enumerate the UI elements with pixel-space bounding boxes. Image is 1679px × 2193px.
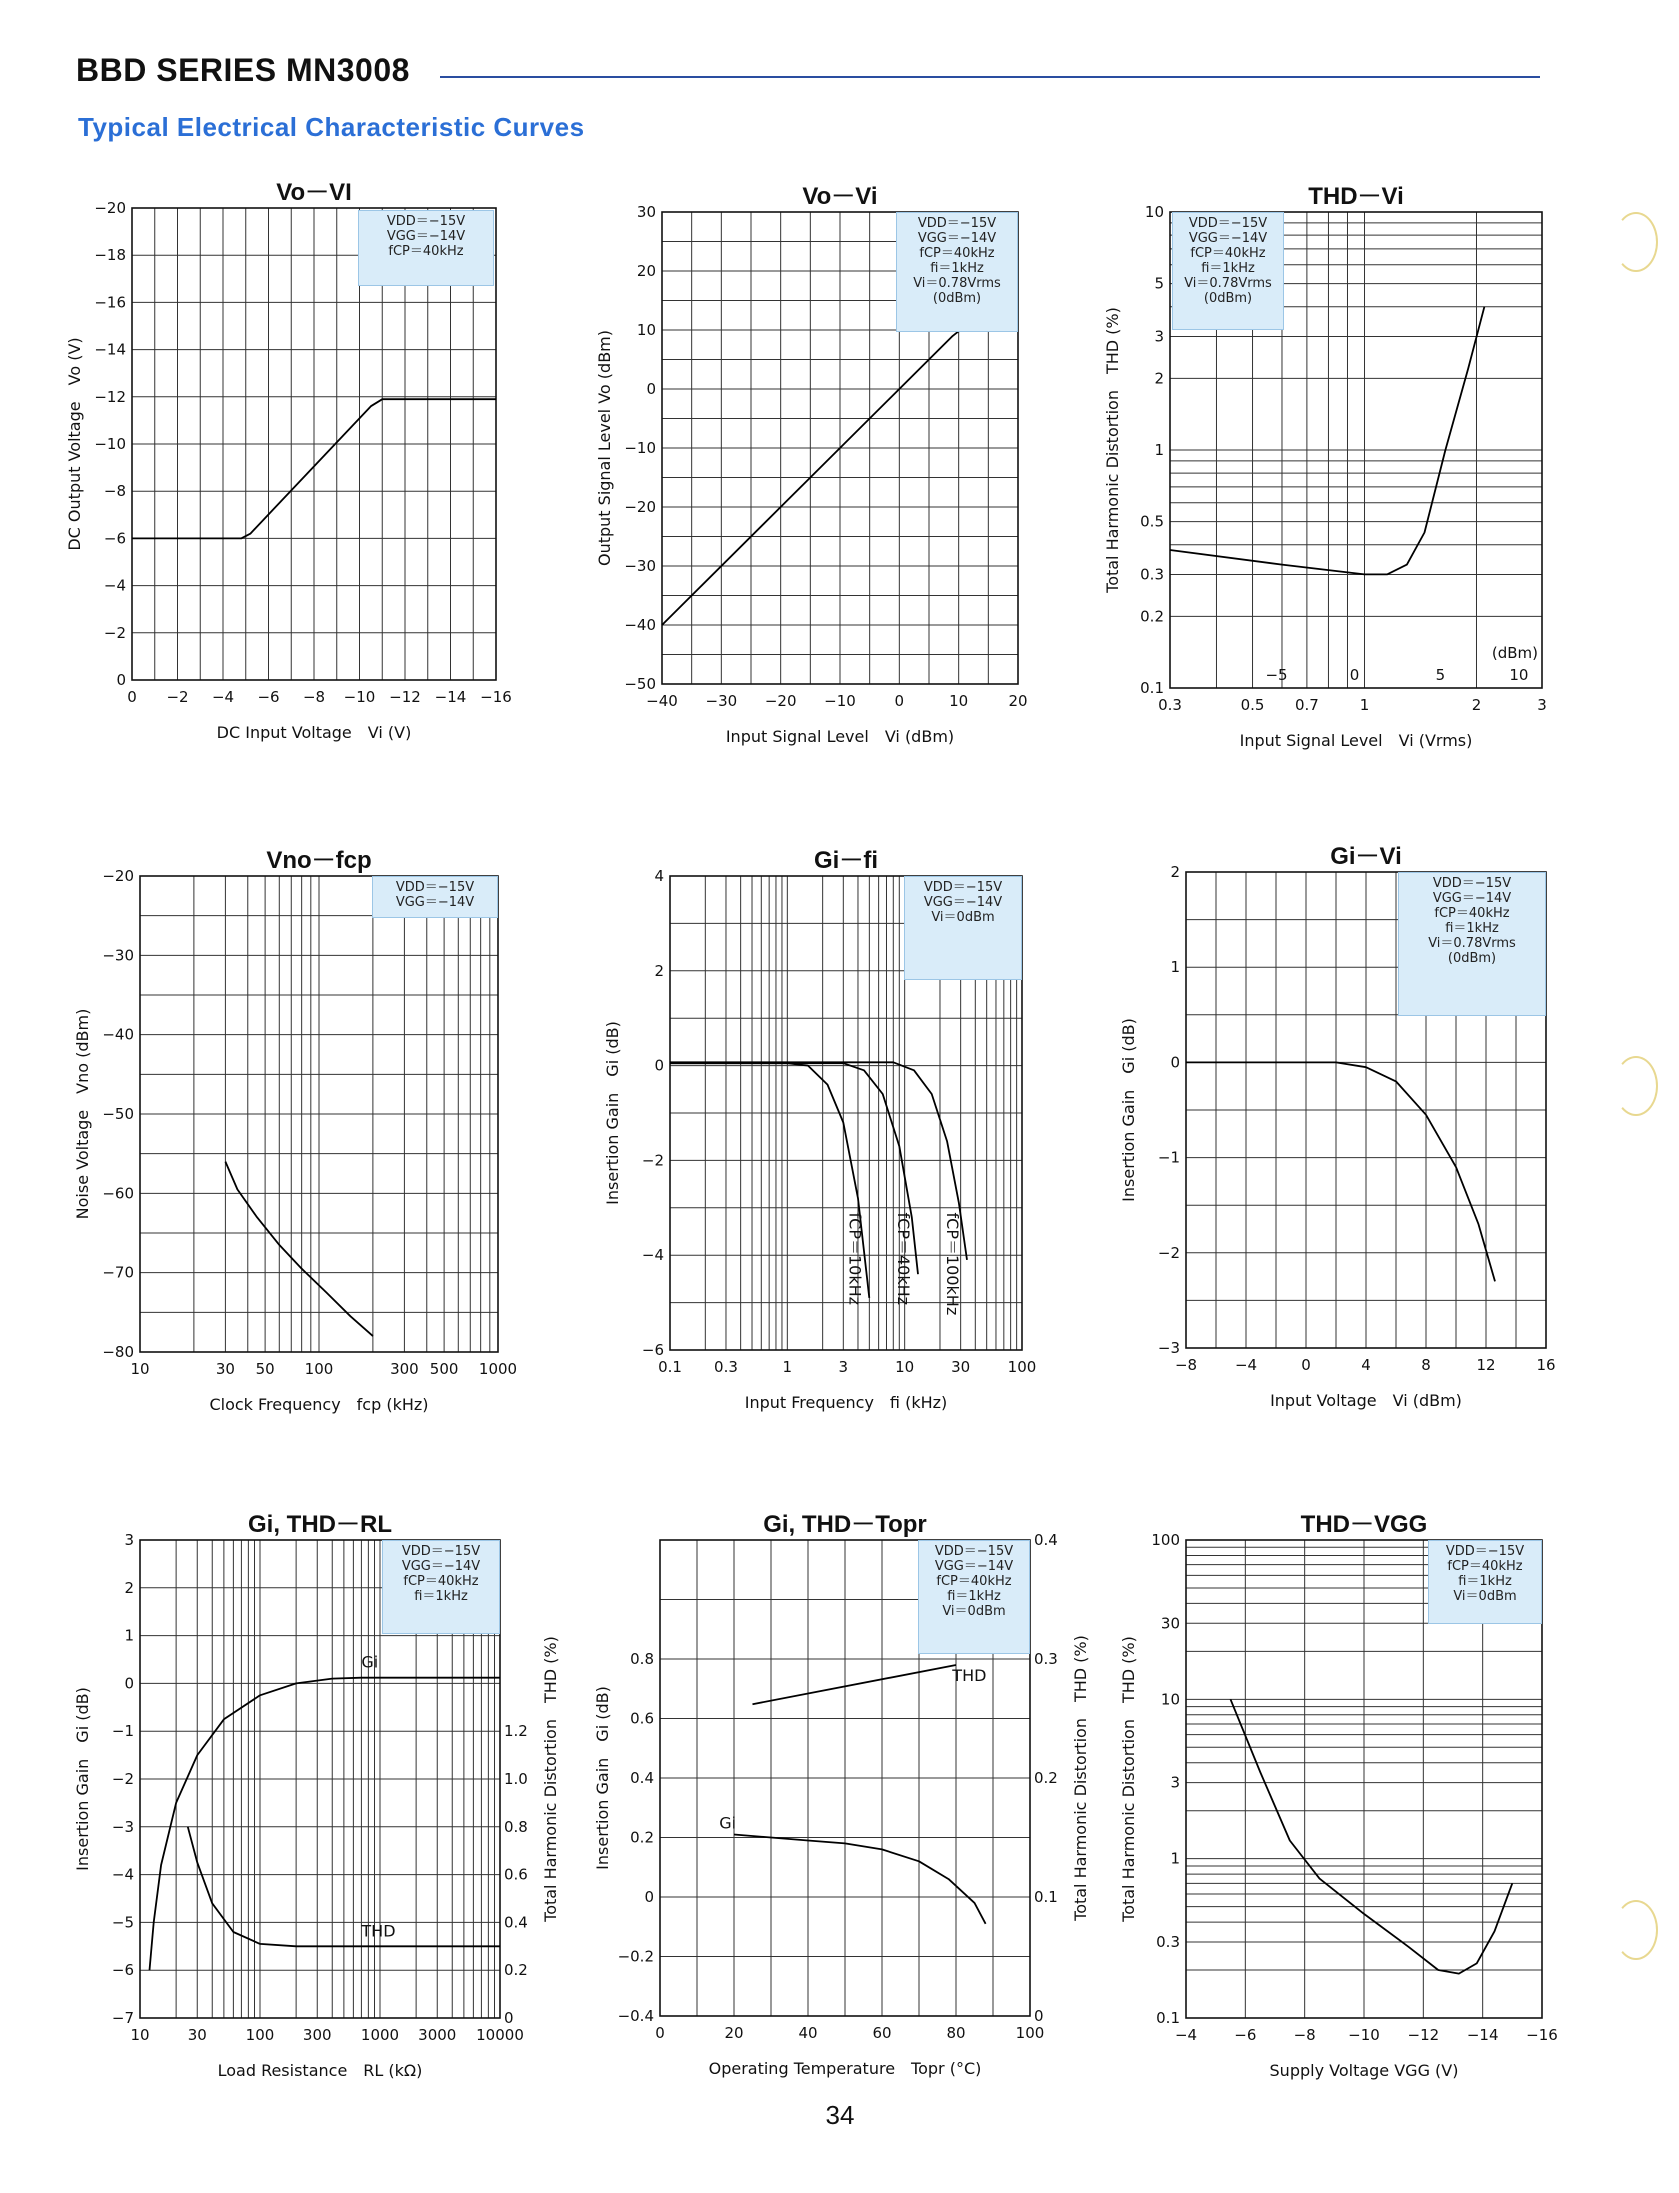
condition-line: fCP＝40kHz bbox=[936, 1574, 1012, 1589]
y-tick-label: 1 bbox=[1170, 958, 1180, 977]
condition-line: VDD＝−15V bbox=[386, 214, 466, 229]
binder-hole-decoration bbox=[1614, 1900, 1658, 1960]
y2-axis-label: Total Harmonic Distortion THD (%) bbox=[541, 1636, 560, 1922]
y-tick-label: 10 bbox=[636, 321, 656, 339]
x-tick-label: 20 bbox=[1008, 692, 1028, 710]
x-tick-label: −12 bbox=[389, 688, 421, 706]
y-tick-label: 1 bbox=[124, 1626, 134, 1645]
y2-tick-label: 0.4 bbox=[504, 1913, 528, 1932]
y-tick-label: 10 bbox=[1144, 203, 1164, 221]
x-tick-label: 300 bbox=[302, 2026, 332, 2044]
chart-thd-vgg bbox=[1119, 1511, 1558, 2080]
series-annotation: Gi bbox=[719, 1813, 737, 1833]
x-axis-label: Input Signal Level Vi (dBm) bbox=[725, 727, 955, 746]
x-tick-label: 0.3 bbox=[1158, 696, 1182, 714]
x-tick-label: −8 bbox=[302, 688, 326, 706]
x-tick-label: −2 bbox=[166, 688, 189, 706]
condition-line: (0dBm) bbox=[1203, 291, 1253, 306]
y-axis-label: Total Harmonic Distortion THD (%) bbox=[1119, 1636, 1138, 1922]
y-tick-label: −4 bbox=[641, 1246, 664, 1265]
y2-tick-label: 0.2 bbox=[1034, 1769, 1058, 1787]
condition-line: VDD＝−15V bbox=[1432, 876, 1512, 891]
x-tick-label: 50 bbox=[255, 1360, 275, 1378]
y-tick-label: 0 bbox=[646, 380, 656, 398]
y-tick-label: −50 bbox=[102, 1105, 134, 1123]
y-axis-label: Output Signal Level Vo (dBm) bbox=[595, 330, 614, 566]
y2-tick-label: 0.8 bbox=[504, 1817, 528, 1836]
x-tick-label: −4 bbox=[1234, 1356, 1258, 1374]
y-tick-label: −0.4 bbox=[617, 2007, 654, 2025]
y-tick-label: 2 bbox=[1154, 369, 1164, 388]
x-tick-label: 10000 bbox=[476, 2026, 524, 2044]
x-tick-label: 100 bbox=[245, 2026, 275, 2044]
chart-vno-fcp bbox=[73, 847, 518, 1414]
y-tick-label: −10 bbox=[94, 435, 126, 453]
test-conditions-box bbox=[918, 1540, 1030, 1654]
condition-line: VGG＝−14V bbox=[386, 229, 466, 244]
y-tick-label: 1 bbox=[1154, 441, 1164, 459]
condition-line: Vi＝0.78Vrms bbox=[1428, 936, 1516, 951]
y-tick-label: 30 bbox=[1160, 1614, 1180, 1633]
x-tick-label: −14 bbox=[1466, 2026, 1499, 2044]
y-tick-label: 0.3 bbox=[1140, 565, 1164, 584]
x-tick-label: 0 bbox=[1301, 1356, 1311, 1374]
y-axis-label: Insertion Gain Gi (dB) bbox=[593, 1686, 612, 1870]
chart-gi-vi bbox=[1119, 843, 1556, 1410]
x-tick-label: 10 bbox=[130, 1360, 150, 1378]
x-tick-label: −40 bbox=[646, 692, 678, 710]
y2-tick-label: 0.6 bbox=[504, 1865, 528, 1884]
chart-vo-vi-dbm bbox=[595, 183, 1028, 746]
x-axis-label: Input Voltage Vi (dBm) bbox=[1270, 1391, 1462, 1410]
y-tick-label: 0.3 bbox=[1156, 1932, 1180, 1951]
x-tick-label: 0 bbox=[127, 688, 137, 706]
y-tick-label: 3 bbox=[1170, 1773, 1180, 1792]
chart-title: Vno－fcp bbox=[266, 847, 372, 874]
x-tick-label: 20 bbox=[724, 2024, 744, 2042]
x-axis-label: Operating Temperature Topr (°C) bbox=[708, 2059, 982, 2078]
chart-title: THD－Vi bbox=[1308, 183, 1404, 210]
y-tick-label: 0.5 bbox=[1140, 512, 1164, 531]
y-tick-label: 20 bbox=[636, 262, 656, 280]
test-conditions-box bbox=[382, 1540, 500, 1634]
chart-title: Gi－Vi bbox=[1330, 843, 1402, 870]
y-tick-label: −5 bbox=[111, 1913, 134, 1932]
y-tick-label: 2 bbox=[124, 1578, 134, 1597]
condition-line: VGG＝−14V bbox=[401, 1559, 481, 1574]
y2-tick-label: 1.2 bbox=[504, 1722, 528, 1741]
condition-line: VDD＝−15V bbox=[395, 880, 475, 895]
condition-line: fCP＝40kHz bbox=[1190, 246, 1266, 261]
test-conditions-box bbox=[372, 876, 498, 918]
condition-line: fCP＝40kHz bbox=[388, 244, 464, 259]
x-tick-label: −12 bbox=[1407, 2026, 1440, 2044]
x-tick-label: 1 bbox=[1359, 696, 1370, 714]
header-rule bbox=[440, 76, 1540, 78]
y-tick-label: −18 bbox=[94, 246, 126, 265]
x-tick-label: 16 bbox=[1536, 1356, 1556, 1374]
test-conditions-box bbox=[1172, 212, 1284, 330]
condition-line: VGG＝−14V bbox=[934, 1559, 1014, 1574]
x-tick-label: 60 bbox=[872, 2024, 892, 2042]
condition-line: fCP＝40kHz bbox=[403, 1574, 479, 1589]
y-axis-label: Insertion Gain Gi (dB) bbox=[603, 1021, 622, 1205]
y-tick-label: −1 bbox=[1157, 1148, 1180, 1167]
x-tick-label: −16 bbox=[480, 688, 512, 706]
x-tick-label: 12 bbox=[1476, 1356, 1496, 1374]
y-axis-label: DC Output Voltage Vo (V) bbox=[65, 337, 84, 551]
binder-hole-decoration bbox=[1614, 1056, 1658, 1116]
secondary-x-tick-label: 0 bbox=[1349, 666, 1360, 684]
y2-tick-label: 0.3 bbox=[1034, 1650, 1058, 1668]
x-axis-label: Input Signal Level Vi (Vrms) bbox=[1239, 731, 1473, 750]
series-line-0 bbox=[1170, 307, 1484, 575]
chart-vo-vi-dc bbox=[65, 179, 512, 742]
y-tick-label: −30 bbox=[624, 557, 656, 575]
chart-title: Gi, THD－RL bbox=[248, 1511, 392, 1538]
y-tick-label: 0.6 bbox=[630, 1709, 654, 1728]
x-tick-label: 0.7 bbox=[1294, 696, 1319, 714]
x-tick-label: −4 bbox=[1174, 2026, 1198, 2044]
y-tick-label: −70 bbox=[102, 1263, 134, 1282]
series-line-0 bbox=[1231, 1699, 1513, 1973]
condition-line: VGG＝−14V bbox=[1432, 891, 1512, 906]
y-tick-label: −30 bbox=[102, 946, 134, 965]
condition-line: VGG＝−14V bbox=[395, 895, 475, 910]
chart-gi-fi bbox=[603, 847, 1037, 1412]
y-tick-label: −4 bbox=[103, 576, 126, 595]
series-annotation: fCP＝10kHz bbox=[845, 1212, 865, 1306]
chart-title: Vo－Vi bbox=[802, 183, 878, 210]
condition-line: (0dBm) bbox=[1447, 951, 1497, 966]
y2-tick-label: 1.0 bbox=[504, 1770, 528, 1788]
series-line-0 bbox=[753, 1665, 957, 1704]
condition-line: VGG＝−14V bbox=[917, 231, 997, 246]
y-tick-label: −2 bbox=[1157, 1243, 1180, 1262]
y-tick-label: 0 bbox=[116, 671, 126, 689]
x-tick-label: 40 bbox=[798, 2024, 818, 2042]
x-tick-label: −10 bbox=[824, 692, 856, 710]
x-tick-label: 3 bbox=[1537, 696, 1547, 714]
x-tick-label: 0.1 bbox=[658, 1358, 682, 1376]
y-tick-label: −20 bbox=[624, 498, 656, 516]
y2-tick-label: 0.4 bbox=[1034, 1531, 1058, 1549]
condition-line: Vi＝0dBm bbox=[942, 1604, 1006, 1619]
page-number: 34 bbox=[825, 2100, 855, 2130]
y-tick-label: −12 bbox=[94, 387, 126, 406]
condition-line: VDD＝−15V bbox=[1188, 216, 1268, 231]
y-tick-label: 0.2 bbox=[1140, 607, 1164, 626]
x-tick-label: 10 bbox=[895, 1358, 915, 1376]
condition-line: (0dBm) bbox=[932, 291, 982, 306]
condition-line: VDD＝−15V bbox=[923, 880, 1003, 895]
x-tick-label: 30 bbox=[187, 2026, 207, 2044]
y-tick-label: −2 bbox=[641, 1151, 664, 1170]
y-axis-label: Noise Voltage Vno (dBm) bbox=[73, 1008, 92, 1220]
y-tick-label: 0 bbox=[644, 1888, 654, 1906]
x-tick-label: 0 bbox=[655, 2024, 665, 2042]
condition-line: Vi＝0.78Vrms bbox=[913, 276, 1001, 291]
y-tick-label: 4 bbox=[654, 867, 664, 885]
y-tick-label: 0.1 bbox=[1140, 679, 1164, 697]
y-tick-label: 3 bbox=[124, 1531, 134, 1549]
test-conditions-box bbox=[896, 212, 1018, 332]
x-axis-label: Supply Voltage VGG (V) bbox=[1269, 2061, 1459, 2080]
x-tick-label: −6 bbox=[1234, 2026, 1257, 2044]
y-tick-label: 0 bbox=[654, 1056, 664, 1075]
x-tick-label: 30 bbox=[951, 1358, 971, 1376]
y-tick-label: −3 bbox=[1157, 1339, 1180, 1357]
series-line-0 bbox=[150, 1678, 501, 1971]
series-line-2 bbox=[670, 1062, 967, 1260]
y-tick-label: −2 bbox=[103, 623, 126, 642]
y-tick-label: −6 bbox=[111, 1961, 134, 1980]
y2-tick-label: 0.2 bbox=[504, 1961, 528, 1980]
y-tick-label: −60 bbox=[102, 1184, 134, 1203]
page-subtitle: Typical Electrical Characteristic Curves bbox=[78, 112, 585, 142]
chart-plot bbox=[73, 867, 518, 1414]
test-conditions-box bbox=[1398, 872, 1546, 1016]
y-tick-label: −16 bbox=[94, 293, 126, 312]
condition-line: fi＝1kHz bbox=[930, 261, 984, 276]
x-tick-label: 0.3 bbox=[714, 1358, 738, 1376]
x-tick-label: 3 bbox=[838, 1358, 849, 1376]
chart-title: Gi－fi bbox=[814, 847, 878, 874]
condition-line: VDD＝−15V bbox=[1445, 1544, 1525, 1559]
x-tick-label: 30 bbox=[215, 1360, 235, 1378]
y-axis-label: Total Harmonic Distortion THD (%) bbox=[1103, 307, 1122, 593]
chart-thd-vi bbox=[1103, 183, 1547, 750]
condition-line: fi＝1kHz bbox=[1201, 261, 1255, 276]
chart-title: Gi, THD－Topr bbox=[763, 1511, 927, 1538]
y2-tick-label: 0.1 bbox=[1034, 1888, 1058, 1906]
y-tick-label: 0.2 bbox=[630, 1828, 654, 1847]
y-tick-label: −6 bbox=[103, 529, 126, 548]
y-tick-label: −20 bbox=[102, 867, 134, 885]
series-line-0 bbox=[1186, 1062, 1495, 1281]
x-tick-label: 10 bbox=[130, 2026, 150, 2044]
condition-line: Vi＝0.78Vrms bbox=[1184, 276, 1272, 291]
y-tick-label: 100 bbox=[1151, 1531, 1180, 1549]
series-annotation: fCP＝100kHz bbox=[943, 1212, 963, 1316]
y-tick-label: 0 bbox=[1170, 1053, 1180, 1072]
secondary-x-unit: (dBm) bbox=[1491, 644, 1538, 662]
y-tick-label: −3 bbox=[111, 1817, 134, 1836]
y-tick-label: −20 bbox=[94, 199, 126, 217]
y-axis-label: Insertion Gain Gi (dB) bbox=[1119, 1018, 1138, 1202]
y-tick-label: 2 bbox=[1170, 863, 1180, 881]
y-tick-label: 5 bbox=[1154, 274, 1164, 293]
secondary-x-tick-label: 10 bbox=[1509, 666, 1529, 684]
x-tick-label: 300 bbox=[390, 1360, 419, 1378]
test-conditions-box bbox=[1428, 1540, 1542, 1624]
y-tick-label: −4 bbox=[111, 1865, 134, 1884]
x-tick-label: −10 bbox=[343, 688, 376, 706]
x-axis-label: Clock Frequency fcp (kHz) bbox=[209, 1395, 429, 1414]
test-conditions-box bbox=[904, 876, 1022, 980]
series-annotation: THD bbox=[361, 1921, 396, 1941]
y2-tick-label: 0 bbox=[1034, 2007, 1044, 2025]
x-tick-label: −16 bbox=[1526, 2026, 1558, 2044]
y-tick-label: 0 bbox=[124, 1674, 134, 1693]
chart-title: THD－VGG bbox=[1300, 1511, 1428, 1538]
x-tick-label: 100 bbox=[304, 1360, 334, 1378]
y-tick-label: −80 bbox=[102, 1343, 134, 1361]
y-tick-label: −8 bbox=[103, 482, 126, 501]
y-tick-label: 0.1 bbox=[1156, 2009, 1180, 2027]
y-tick-label: 0.8 bbox=[630, 1650, 654, 1668]
y2-tick-label: 0 bbox=[504, 2009, 514, 2027]
secondary-x-tick-label: 5 bbox=[1435, 666, 1446, 684]
condition-line: VDD＝−15V bbox=[934, 1544, 1014, 1559]
x-axis-label: Load Resistance RL (kΩ) bbox=[217, 2061, 423, 2080]
y-tick-label: 1 bbox=[1170, 1849, 1180, 1868]
y-tick-label: 0.4 bbox=[630, 1769, 654, 1787]
condition-line: Vi＝0dBm bbox=[931, 910, 995, 925]
page-header-title: BBD SERIES MN3008 bbox=[76, 52, 410, 88]
x-tick-label: −20 bbox=[764, 692, 797, 710]
x-tick-label: −8 bbox=[1293, 2026, 1316, 2044]
y-tick-label: 30 bbox=[636, 203, 656, 221]
y-tick-label: −10 bbox=[624, 439, 656, 457]
y-tick-label: −7 bbox=[111, 2009, 134, 2027]
condition-line: fCP＝40kHz bbox=[1434, 906, 1510, 921]
secondary-x-tick-label: −5 bbox=[1265, 666, 1288, 684]
y-tick-label: 3 bbox=[1154, 327, 1164, 346]
x-tick-label: 1 bbox=[782, 1358, 793, 1376]
x-tick-label: 0.5 bbox=[1240, 696, 1265, 714]
x-tick-label: 1000 bbox=[478, 1360, 518, 1378]
x-tick-label: −6 bbox=[257, 688, 280, 706]
series-line-1 bbox=[734, 1835, 986, 1924]
x-tick-label: 500 bbox=[429, 1360, 459, 1378]
x-tick-label: 4 bbox=[1361, 1356, 1371, 1374]
y-tick-label: 10 bbox=[1160, 1690, 1180, 1709]
y-tick-label: −50 bbox=[624, 675, 656, 693]
x-tick-label: 3000 bbox=[418, 2026, 457, 2044]
x-tick-label: 80 bbox=[946, 2024, 966, 2042]
condition-line: VGG＝−14V bbox=[923, 895, 1003, 910]
condition-line: fCP＝40kHz bbox=[1447, 1559, 1523, 1574]
y-tick-label: −40 bbox=[102, 1025, 134, 1044]
x-tick-label: 10 bbox=[949, 692, 969, 710]
series-annotation: fCP＝40kHz bbox=[894, 1212, 914, 1306]
y-axis-label: Insertion Gain Gi (dB) bbox=[73, 1687, 92, 1871]
chart-gi-thd-topr bbox=[593, 1511, 1090, 2078]
x-tick-label: −8 bbox=[1174, 1356, 1198, 1374]
x-tick-label: 1000 bbox=[360, 2026, 400, 2044]
test-conditions-box bbox=[358, 210, 494, 286]
condition-line: fi＝1kHz bbox=[1458, 1574, 1512, 1589]
x-tick-label: 0 bbox=[894, 692, 905, 710]
y-tick-label: −2 bbox=[111, 1770, 134, 1788]
y-tick-label: −1 bbox=[111, 1722, 134, 1741]
condition-line: fi＝1kHz bbox=[947, 1589, 1001, 1604]
y-tick-label: −14 bbox=[94, 340, 126, 359]
x-axis-label: Input Frequency fi (kHz) bbox=[744, 1393, 948, 1412]
x-axis-label: DC Input Voltage Vi (V) bbox=[216, 723, 412, 742]
condition-line: VDD＝−15V bbox=[401, 1544, 481, 1559]
series-annotation: THD bbox=[952, 1665, 987, 1685]
x-tick-label: −14 bbox=[434, 688, 467, 706]
chart-gi-thd-rl bbox=[73, 1511, 560, 2080]
x-tick-label: 100 bbox=[1015, 2024, 1045, 2042]
y-tick-label: −0.2 bbox=[617, 1947, 654, 1966]
series-line-1 bbox=[670, 1063, 918, 1274]
x-tick-label: −30 bbox=[705, 692, 738, 710]
x-tick-label: −10 bbox=[1348, 2026, 1380, 2044]
condition-line: VDD＝−15V bbox=[917, 216, 997, 231]
y-tick-label: 2 bbox=[654, 961, 664, 980]
condition-line: fCP＝40kHz bbox=[919, 246, 995, 261]
condition-line: VGG＝−14V bbox=[1188, 231, 1268, 246]
condition-line: fi＝1kHz bbox=[1445, 921, 1499, 936]
condition-line: fi＝1kHz bbox=[414, 1589, 468, 1604]
binder-hole-decoration bbox=[1614, 212, 1658, 272]
x-tick-label: 100 bbox=[1007, 1358, 1037, 1376]
x-tick-label: 8 bbox=[1421, 1356, 1431, 1374]
condition-line: Vi＝0dBm bbox=[1453, 1589, 1517, 1604]
y-tick-label: −6 bbox=[641, 1341, 664, 1359]
x-tick-label: 2 bbox=[1471, 696, 1482, 714]
y-tick-label: −40 bbox=[624, 616, 656, 634]
chart-title: Vo－VI bbox=[276, 179, 352, 206]
series-annotation: Gi bbox=[361, 1652, 379, 1672]
y2-axis-label: Total Harmonic Distortion THD (%) bbox=[1071, 1635, 1090, 1921]
x-tick-label: −4 bbox=[211, 688, 235, 706]
